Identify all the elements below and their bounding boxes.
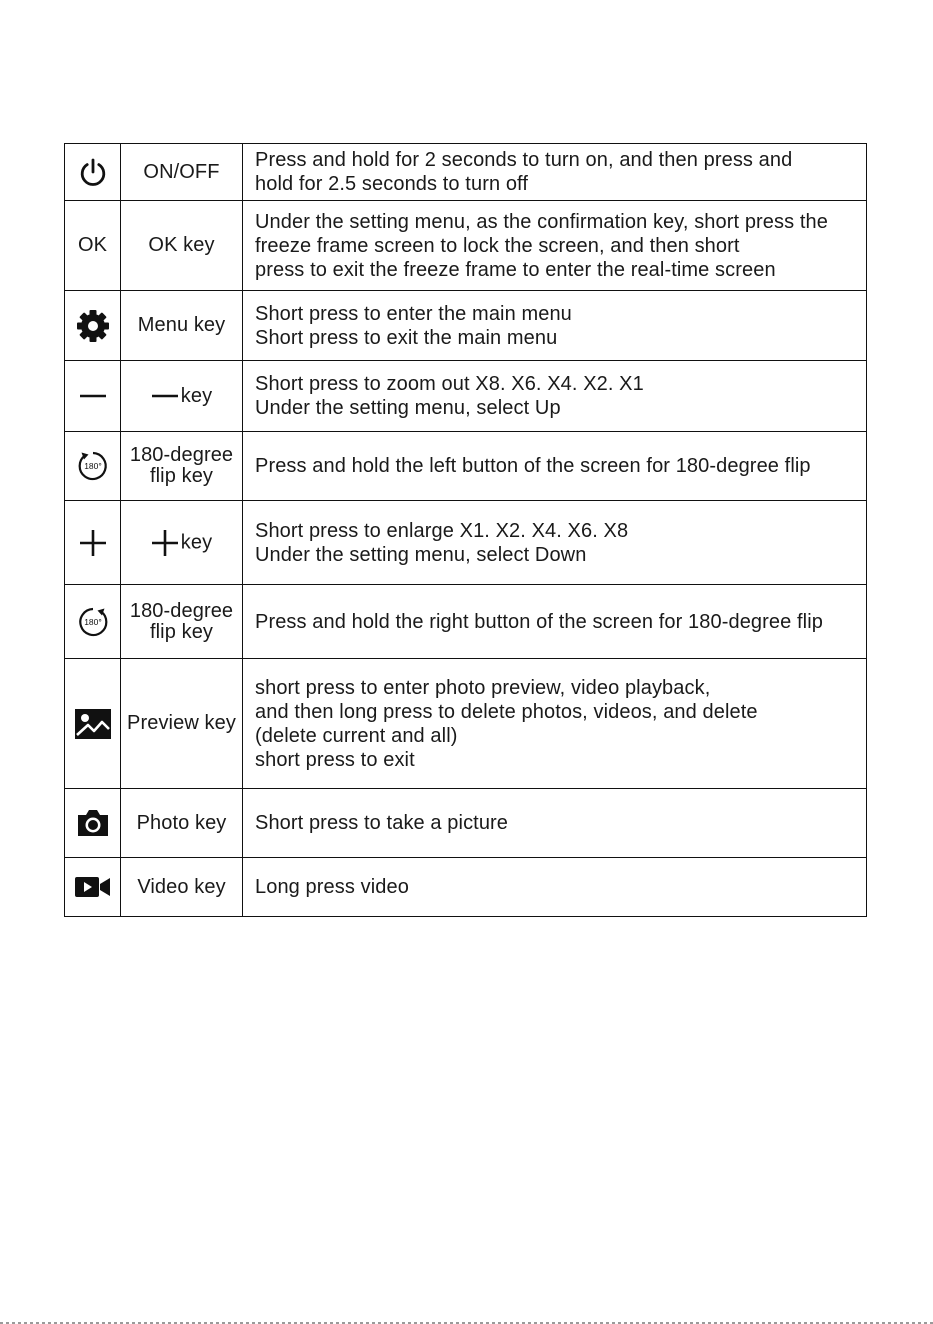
- table-row-preview: [65, 659, 867, 789]
- svg-text:180°: 180°: [83, 616, 102, 627]
- description-line: and then long press to delete photos, videos, and delete: [255, 700, 758, 723]
- power-icon: [77, 156, 109, 188]
- key-name-line: Video key: [137, 875, 226, 898]
- description-line: Short press to zoom out X8. X6. X4. X2. X1: [255, 373, 644, 395]
- rotate-180-left-icon: [76, 449, 110, 483]
- key-description: [243, 501, 867, 585]
- image-icon: [75, 709, 111, 739]
- key-name-line: Photo key: [136, 811, 227, 834]
- key-name-line: Preview key: [127, 712, 236, 734]
- key-name: [121, 858, 243, 917]
- key-function-table: [64, 143, 867, 917]
- icon-cell: [65, 858, 121, 917]
- description-line: Long press video: [255, 876, 409, 898]
- key-name: [121, 432, 243, 501]
- table-row-flip-left: [65, 432, 867, 501]
- key-description: [243, 201, 867, 291]
- video-camera-icon: [75, 876, 111, 898]
- key-name: [121, 501, 243, 585]
- description-line: Under the setting menu, as the confirmation key, short press the: [255, 210, 828, 233]
- icon-cell: [65, 432, 121, 501]
- table-row-ok: [65, 201, 867, 291]
- key-name-line: key: [180, 384, 213, 407]
- key-name-line: key: [180, 530, 213, 553]
- key-description: [243, 789, 867, 858]
- description-line: Under the setting menu, select Down: [255, 543, 587, 566]
- plus-icon: [79, 529, 107, 557]
- key-description: [243, 432, 867, 501]
- key-description: [243, 858, 867, 917]
- key-name: [121, 201, 243, 291]
- key-name: [121, 361, 243, 432]
- key-name-line: ON/OFF: [143, 160, 220, 183]
- icon-cell: [65, 291, 121, 361]
- key-name-line: flip key: [149, 620, 214, 643]
- table-row-video: [65, 858, 867, 917]
- svg-text:180°: 180°: [83, 461, 102, 471]
- rotate-180-right-icon: [76, 605, 110, 639]
- camera-icon: [76, 809, 110, 837]
- key-name: [121, 144, 243, 201]
- minus-icon: [151, 393, 179, 399]
- plus-icon: [151, 529, 179, 557]
- key-name-line: Menu key: [137, 314, 226, 336]
- gear-icon: [75, 308, 111, 344]
- icon-cell: [65, 659, 121, 789]
- description-line: Under the setting menu, select Up: [255, 397, 561, 419]
- description-line: Short press to take a picture: [255, 812, 509, 834]
- description-line: Press and hold the right button of the screen for 180-degree flip: [255, 610, 823, 633]
- key-name-line: flip key: [149, 465, 214, 487]
- icon-cell: [65, 201, 121, 291]
- description-line: Press and hold for 2 seconds to turn on, and then press and: [255, 149, 793, 171]
- icon-cell: [65, 361, 121, 432]
- icon-cell: [65, 585, 121, 659]
- key-name: [121, 789, 243, 858]
- description-line: (delete current and all): [255, 724, 458, 747]
- table-row-minus: [65, 361, 867, 432]
- key-name: [121, 659, 243, 789]
- icon-cell: [65, 501, 121, 585]
- table-row-flip-right: [65, 585, 867, 659]
- key-name: [121, 585, 243, 659]
- key-description: [243, 144, 867, 201]
- key-name-line: 180-degree: [129, 444, 234, 466]
- ok-text-icon: OK: [78, 234, 107, 256]
- key-name-line: OK key: [148, 234, 215, 256]
- key-description: [243, 659, 867, 789]
- icon-cell: [65, 144, 121, 201]
- description-line: Short press to enter the main menu: [255, 302, 572, 325]
- key-name-line: 180-degree: [129, 599, 234, 622]
- description-line: short press to enter photo preview, video playback,: [255, 676, 711, 699]
- table-row-menu: [65, 291, 867, 361]
- description-line: short press to exit: [255, 748, 415, 771]
- description-line: Press and hold the left button of the screen for 180-degree flip: [255, 455, 811, 477]
- key-description: [243, 585, 867, 659]
- key-description: [243, 361, 867, 432]
- table-row-plus: [65, 501, 867, 585]
- description-line: freeze frame screen to lock the screen, and then short: [255, 234, 740, 257]
- key-name: [121, 291, 243, 361]
- key-description: [243, 291, 867, 361]
- table-row-photo: [65, 789, 867, 858]
- icon-cell: [65, 789, 121, 858]
- minus-icon: [79, 393, 107, 399]
- description-line: Short press to exit the main menu: [255, 326, 558, 349]
- table-row-on-off: [65, 144, 867, 201]
- description-line: Short press to enlarge X1. X2. X4. X6. X8: [255, 519, 629, 542]
- description-line: press to exit the freeze frame to enter the real-time screen: [255, 258, 776, 281]
- description-line: hold for 2.5 seconds to turn off: [255, 173, 529, 195]
